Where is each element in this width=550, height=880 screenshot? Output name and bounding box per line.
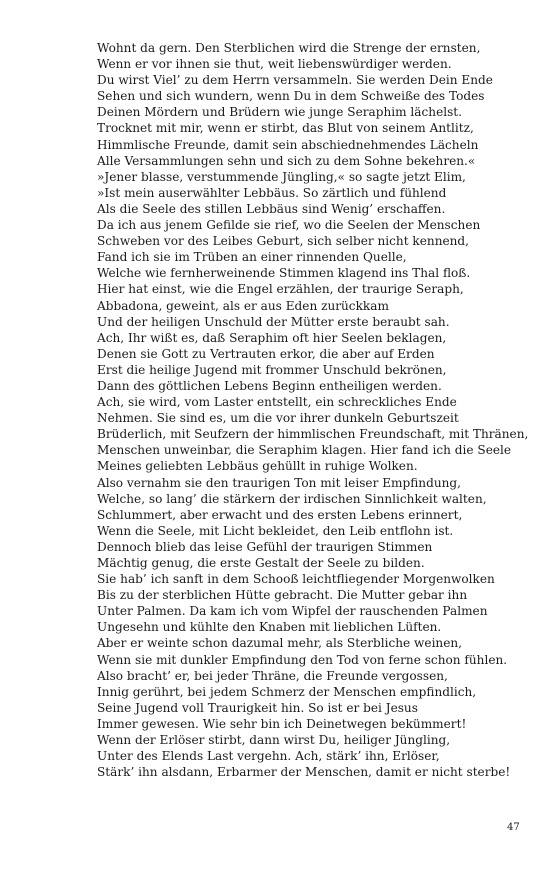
text-line: Stärk’ ihn alsdann, Erbarmer der Menschen, damit er nicht sterbe!: [97, 765, 511, 780]
text-line: Mächtig genug, die erste Gestalt der Seele zu bilden.: [97, 556, 425, 570]
text-line: Dennoch blieb das leise Gefühl der traurigen Stimmen: [97, 539, 433, 554]
text-line: Himmlische Freunde, damit sein abschiednehmendes Lächeln: [97, 137, 479, 152]
text-line: Deinen Mördern und Brüdern wie junge Seraphim lächelst.: [97, 105, 463, 120]
text-line: Schlummert, aber erwacht und des ersten Lebens erinnert,: [97, 507, 463, 522]
text-line: Unter des Elends Last vergehn. Ach, stärk’ ihn, Erlöser,: [97, 749, 440, 764]
text-line: Bis zu der sterblichen Hütte gebracht. Die Mutter gebar ihn: [97, 588, 468, 603]
text-line: Als die Seele des stillen Lebbäus sind Wenig’ erschaffen.: [97, 201, 446, 216]
text-line: Meines geliebten Lebbäus gehüllt in ruhige Wolken.: [97, 459, 418, 474]
text-line: Sie hab’ ich sanft in dem Schooß leichtfliegender Morgenwolken: [97, 572, 495, 587]
text-line: Du wirst Viel’ zu dem Herrn versammeln. Sie werden Dein Ende: [97, 73, 493, 88]
text-line: Also bracht’ er, bei jeder Thräne, die Freunde vergossen,: [97, 668, 448, 683]
text-line: Welche, so lang’ die stärkern der irdischen Sinnlichkeit walten,: [97, 491, 487, 506]
text-line: Da ich aus jenem Gefilde sie rief, wo die Seelen der Menschen: [97, 218, 481, 233]
text-line: Wenn der Erlöser stirbt, dann wirst Du, heiliger Jüngling,: [97, 733, 451, 748]
text-line: Sehen und sich wundern, wenn Du in dem Schweiße des Todes: [97, 89, 485, 104]
text-line: Fand ich sie im Trüben an einer rinnenden Quelle,: [97, 250, 407, 265]
text-line: Also vernahm sie den traurigen Ton mit leiser Empfindung,: [97, 475, 461, 490]
text-line: Brüderlich, mit Seufzern der himmlischen Freundschaft, mit Thränen,: [97, 427, 529, 442]
page-number: 47: [507, 822, 520, 833]
text-line: Wenn sie mit dunkler Empfindung den Tod von ferne schon fühlen.: [97, 652, 508, 667]
text-line: Wohnt da gern. Den Sterblichen wird die Strenge der ernsten,: [97, 41, 481, 55]
text-line: Ach, Ihr wißt es, daß Seraphim oft hier Seelen beklagen,: [97, 330, 447, 345]
text-line: Wenn er vor ihnen sie thut, weit liebenswürdiger werden.: [97, 57, 452, 72]
text-line: Denen sie Gott zu Vertrauten erkor, die aber auf Erden: [97, 346, 435, 361]
text-line: Seine Jugend voll Traurigkeit hin. So ist er bei Jesus: [97, 700, 418, 715]
text-line: Schweben vor des Leibes Geburt, sich selber nicht kennend,: [97, 234, 470, 249]
text-line: Hier hat einst, wie die Engel erzählen, der traurige Seraph,: [97, 282, 464, 297]
text-line: Alle Versammlungen sehn und sich zu dem Sohne bekehren.«: [97, 153, 476, 168]
text-line: Und der heiligen Unschuld der Mütter erste beraubt sah.: [97, 314, 450, 329]
text-line: Aber er weinte schon dazumal mehr, als Sterbliche weinen,: [97, 636, 463, 651]
text-line: Trocknet mit mir, wenn er stirbt, das Blut von seinem Antlitz,: [97, 121, 474, 136]
text-line: Ach, sie wird, vom Laster entstellt, ein schreckliches Ende: [97, 395, 457, 410]
text-line: Menschen unweinbar, die Seraphim klagen. Hier fand ich die Seele: [97, 443, 512, 458]
text-line: Welche wie fernherweinende Stimmen klagend ins Thal floß.: [97, 266, 471, 281]
text-line: »Ist mein auserwählter Lebbäus. So zärtlich und fühlend: [97, 185, 447, 200]
text-line: Nehmen. Sie sind es, um die vor ihrer dunkeln Geburtszeit: [97, 411, 459, 426]
text-line: Ungesehn und kühlte den Knaben mit lieblichen Lüften.: [97, 620, 442, 635]
text-line: Unter Palmen. Da kam ich vom Wipfel der rauschenden Palmen: [97, 604, 488, 619]
text-line: Immer gewesen. Wie sehr bin ich Deinetwegen bekümmert!: [97, 716, 467, 731]
text-line: Abbadona, geweint, als er aus Eden zurückkam: [97, 298, 389, 313]
text-line: Wenn die Seele, mit Licht bekleidet, den Leib entflohn ist.: [97, 523, 454, 538]
page-body-text: [97, 40, 537, 780]
text-line: Erst die heilige Jugend mit frommer Unschuld bekrönen,: [97, 362, 447, 377]
text-line: Dann des göttlichen Lebens Beginn entheiligen werden.: [97, 378, 442, 393]
text-line: »Jener blasse, verstummende Jüngling,« so sagte jetzt Elim,: [97, 169, 466, 184]
text-line: Innig gerührt, bei jedem Schmerz der Menschen empfindlich,: [97, 684, 477, 699]
